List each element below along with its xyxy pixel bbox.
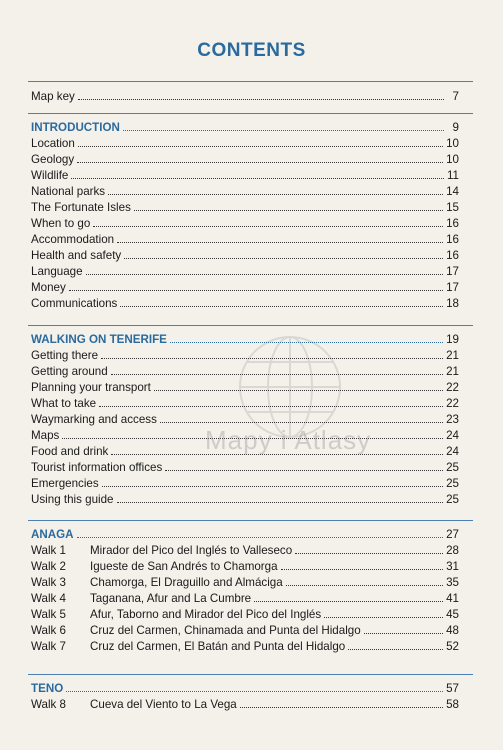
walk-number: Walk 7 — [31, 640, 67, 653]
toc-entry-page: 11 — [446, 169, 459, 182]
toc-entry-page: 52 — [446, 640, 459, 653]
toc-entry-label: Taganana, Afur and La Cumbre — [90, 592, 252, 605]
toc-entry-label: Chamorga, El Draguillo and Almáciga — [90, 576, 283, 589]
toc-entry-label: Cueva del Viento to La Vega — [90, 698, 237, 711]
page-title: CONTENTS — [197, 40, 306, 61]
toc-entry-label: Map key — [31, 90, 75, 103]
dot-leader — [364, 622, 443, 634]
toc-entry-page: 22 — [446, 381, 459, 394]
toc-entry[interactable] — [31, 199, 459, 215]
toc-entry[interactable] — [31, 183, 459, 199]
toc-entry-label: Tourist information offices — [31, 461, 163, 474]
dot-leader — [324, 606, 443, 618]
toc-entry-page: 45 — [446, 608, 459, 621]
toc-entry-page: 24 — [446, 445, 459, 458]
dot-leader — [78, 88, 444, 100]
toc-entry[interactable] — [31, 167, 459, 183]
section-heading: WALKING ON TENERIFE — [31, 333, 167, 346]
toc-entry-label: Afur, Taborno and Mirador del Pico del Inglés — [90, 608, 322, 621]
toc-entry-page: 21 — [446, 365, 459, 378]
toc-entry-label: Cruz del Carmen, El Batán and Punta del Hidalgo — [90, 640, 346, 653]
dot-leader — [86, 263, 444, 275]
dot-leader — [254, 590, 443, 602]
toc-entry-label: Planning your transport — [31, 381, 151, 394]
toc-entry-page: 28 — [446, 544, 459, 557]
toc-entry-label: Emergencies — [31, 477, 99, 490]
dot-leader — [281, 558, 444, 570]
toc-entry[interactable] — [31, 151, 459, 167]
dot-leader — [77, 526, 444, 538]
walk-number: Walk 3 — [31, 576, 67, 589]
toc-walk-entry[interactable] — [31, 606, 459, 622]
section-heading: ANAGA — [31, 528, 74, 541]
toc-entry[interactable] — [31, 215, 459, 231]
dot-leader — [240, 696, 443, 708]
toc-entry-page: 14 — [446, 185, 459, 198]
toc-walk-entry[interactable] — [31, 558, 459, 574]
toc-entry-page: 48 — [446, 624, 459, 637]
walk-number: Walk 1 — [31, 544, 67, 557]
toc-entry-page: 7 — [452, 90, 459, 103]
toc-entry-label: Waymarking and access — [31, 413, 157, 426]
toc-entry-label: Getting around — [31, 365, 108, 378]
toc-entry-label: Accommodation — [31, 233, 115, 246]
toc-entry-page: 58 — [446, 698, 459, 711]
dot-leader — [108, 183, 443, 195]
toc-entry[interactable] — [31, 263, 459, 279]
dot-leader — [117, 491, 444, 503]
dot-leader — [71, 167, 444, 179]
toc-entry-page: 18 — [446, 297, 459, 310]
divider-rule — [28, 81, 473, 82]
section-heading: TENO — [31, 682, 64, 695]
toc-entry-label: Location — [31, 137, 75, 150]
walk-number: Walk 2 — [31, 560, 67, 573]
toc-entry-page: 35 — [446, 576, 459, 589]
toc-entry-label: What to take — [31, 397, 97, 410]
toc-entry-page: 25 — [446, 493, 459, 506]
toc-entry-label: Language — [31, 265, 83, 278]
toc-entry-page: 27 — [446, 528, 459, 541]
dot-leader — [286, 574, 443, 586]
toc-entry-page: 31 — [446, 560, 459, 573]
toc-entry[interactable] — [31, 231, 459, 247]
dot-leader — [102, 475, 443, 487]
toc-entry-page: 9 — [452, 121, 459, 134]
toc-entry-page: 19 — [446, 333, 459, 346]
toc-entry-page: 21 — [446, 349, 459, 362]
toc-walk-entry[interactable] — [31, 638, 459, 654]
toc-entry-label: Cruz del Carmen, Chinamada and Punta del Hidalgo — [90, 624, 361, 637]
toc-walk-entry[interactable] — [31, 622, 459, 638]
dot-leader — [93, 215, 443, 227]
toc-walk-entry[interactable] — [31, 574, 459, 590]
walk-number: Walk 5 — [31, 608, 67, 621]
dot-leader — [123, 119, 444, 131]
toc-entry-label: Money — [31, 281, 66, 294]
toc-entry-label: Geology — [31, 153, 75, 166]
toc-entry-label: Igueste de San Andrés to Chamorga — [90, 560, 278, 573]
toc-entry-page: 22 — [446, 397, 459, 410]
toc-entry-page: 16 — [446, 249, 459, 262]
toc-entry-page: 15 — [446, 201, 459, 214]
toc-entry-label: Mirador del Pico del Inglés to Valleseco — [90, 544, 293, 557]
toc-entry[interactable] — [31, 135, 459, 151]
toc-entry-map-key[interactable] — [31, 88, 459, 104]
dot-leader — [117, 231, 443, 243]
toc-entry-page: 41 — [446, 592, 459, 605]
dot-leader — [295, 542, 443, 554]
toc-entry[interactable] — [31, 475, 459, 491]
walk-number: Walk 8 — [31, 698, 67, 711]
toc-entry[interactable] — [31, 491, 459, 507]
section-heading: INTRODUCTION — [31, 121, 120, 134]
toc-walk-entry[interactable] — [31, 590, 459, 606]
toc-entry-page: 16 — [446, 233, 459, 246]
dot-leader — [77, 151, 443, 163]
toc-entry-label: The Fortunate Isles — [31, 201, 131, 214]
divider-rule — [28, 113, 473, 114]
toc-entry-label: Getting there — [31, 349, 99, 362]
toc-entry-label: When to go — [31, 217, 91, 230]
dot-leader — [348, 638, 443, 650]
dot-leader — [69, 279, 443, 291]
toc-entry-label: National parks — [31, 185, 106, 198]
toc-section-introduction[interactable] — [31, 119, 459, 135]
divider-rule — [28, 520, 473, 521]
dot-leader — [66, 680, 443, 692]
toc-entry-page: 10 — [446, 137, 459, 150]
toc-section-anaga[interactable] — [31, 526, 459, 542]
toc-entry-label: Maps — [31, 429, 60, 442]
toc-entry-page: 17 — [446, 265, 459, 278]
divider-rule — [28, 325, 473, 326]
toc-entry-page: 23 — [446, 413, 459, 426]
walk-number: Walk 6 — [31, 624, 67, 637]
toc-entry-label: Using this guide — [31, 493, 114, 506]
toc-entry-page: 57 — [446, 682, 459, 695]
toc-entry-page: 25 — [446, 461, 459, 474]
dot-leader — [120, 295, 443, 307]
toc-entry-label: Wildlife — [31, 169, 69, 182]
toc-section-teno[interactable] — [31, 680, 459, 696]
toc-entry-page: 25 — [446, 477, 459, 490]
toc-walk-entry[interactable] — [31, 696, 459, 712]
toc-entry-label: Health and safety — [31, 249, 122, 262]
dot-leader — [124, 247, 443, 259]
toc-entry[interactable] — [31, 279, 459, 295]
walk-number: Walk 4 — [31, 592, 67, 605]
toc-entry-label: Communications — [31, 297, 118, 310]
dot-leader — [134, 199, 443, 211]
toc-entry-label: Food and drink — [31, 445, 109, 458]
toc-entry-page: 10 — [446, 153, 459, 166]
toc-entry-page: 16 — [446, 217, 459, 230]
watermark-text: Mapy i Atlasy — [205, 425, 372, 455]
toc-entry[interactable] — [31, 295, 459, 311]
toc-entry-page: 24 — [446, 429, 459, 442]
toc-entry-page: 17 — [446, 281, 459, 294]
dot-leader — [78, 135, 443, 147]
divider-rule — [28, 674, 473, 675]
toc-entry[interactable] — [31, 247, 459, 263]
toc-walk-entry[interactable] — [31, 542, 459, 558]
